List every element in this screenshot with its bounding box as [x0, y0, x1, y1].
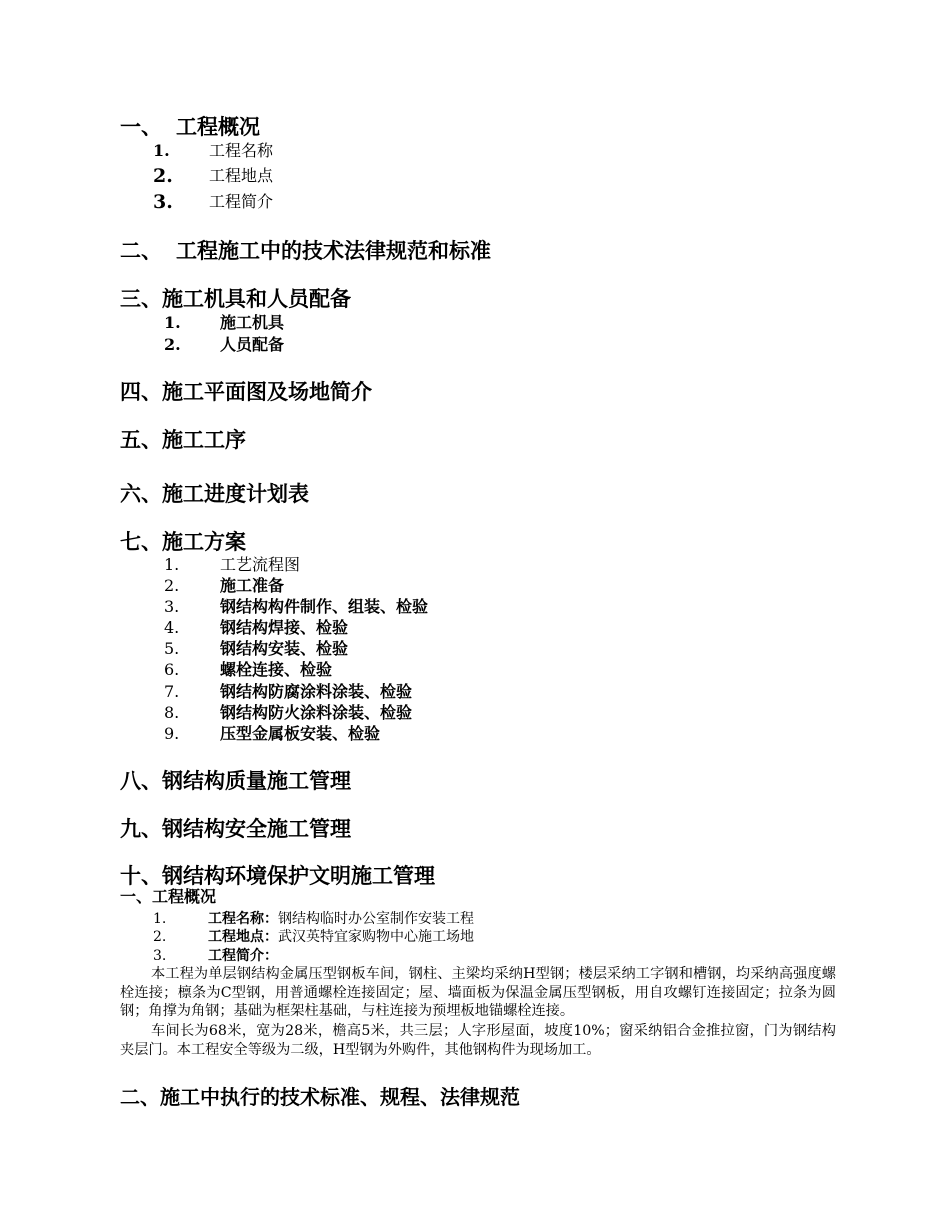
toc-heading-1-number: 一、	[120, 114, 162, 139]
toc-heading-5: 五、施工工序	[120, 427, 246, 452]
toc-heading-9: 九、钢结构安全施工管理	[120, 816, 351, 841]
body-section-2-title: 二、施工中执行的技术标准、规程、法律规范	[120, 1085, 520, 1109]
toc-heading-7: 七、施工方案	[120, 529, 246, 554]
toc-heading-6: 六、施工进度计划表	[120, 481, 309, 506]
toc-heading-1	[120, 114, 260, 140]
toc-heading-8: 八、钢结构质量施工管理	[120, 768, 351, 793]
toc-heading-2-number: 二、	[120, 238, 162, 263]
toc-heading-10: 十、钢结构环境保护文明施工管理	[120, 863, 435, 888]
body-section-1-title: 一、工程概况	[120, 887, 217, 906]
document-page: 一、 工程概况 1. 工程名称 2. 工程地点 3. 工程简介 二、 工程施工中的技术法律规范和标准 三、施工机具和人员配备 1. 施工机具 2. 人员配备 四、施工平面图及场地简介 五、施工工序 六、施工进度计划表 七、施工方案 1. 工艺流程图 2. 施工准备 3. 钢结构构件制作、组装、检验 4. 钢结构焊接、检验 5. 钢结构安装、检验 6. 螺栓连接、检验 7. 钢结构防腐涂料涂装、检验 8. 钢结构防火涂料涂装、检验 9. 压型金属板安装、检验 八、钢结构质量施工管理 九、钢结构安全施工管理 十、钢结构环境保护文明施工管理 一、工程概况 1. 工程名称：钢结构临时办公室制作安装工程 2. 工程地点：武汉英特宜家购物中心施工场地 3. 工程简介： 本工程为单层钢结构金属压型钢板车间，钢柱、主梁均采纳H型钢；楼层采纳工字钢和槽钢，均采纳高强度螺栓连接；檩条为C型钢，用普通螺栓连接固定；屋、墙面板为保温金属压型钢板，用自攻螺钉连接固定；拉条为圆钢；角撑为角钢；基础为框架柱基础，与柱连接为预埋板地锚螺栓连接。 车间长为68米，宽为28米，檐高5米，共三层；人字形屋面，坡度10%；窗采纳铝合金推拉窗，门为钢结构夹层门。本工程安全等级为二级，H型钢为外购件，其他钢构件为现场加工。 二、施工中执行的技术标准、规程、法律规范	[120, 114, 836, 1109]
toc-heading-2-text: 工程施工中的技术法律规范和标准	[176, 238, 491, 263]
body-paragraph-1: 本工程为单层钢结构金属压型钢板车间，钢柱、主梁均采纳H型钢；楼层采纳工字钢和槽钢，均采纳高强度螺栓连接；檩条为C型钢，用普通螺栓连接固定；屋、墙面板为保温金属压型钢板，用自攻螺钉连接固定；拉条为圆钢；角撑为角钢；基础为框架柱基础，与柱连接为预埋板地锚螺栓连接。	[120, 966, 836, 1019]
toc-heading-4: 四、施工平面图及场地简介	[120, 379, 372, 404]
toc-heading-1-text: 工程概况	[176, 114, 260, 139]
toc-heading-2	[120, 238, 491, 264]
body-paragraph-2: 车间长为68米，宽为28米，檐高5米，共三层；人字形屋面，坡度10%；窗采纳铝合金推拉窗，门为钢结构夹层门。本工程安全等级为二级，H型钢为外购件，其他钢构件为现场加工。	[120, 1023, 836, 1058]
toc-heading-3: 三、施工机具和人员配备	[120, 286, 351, 311]
